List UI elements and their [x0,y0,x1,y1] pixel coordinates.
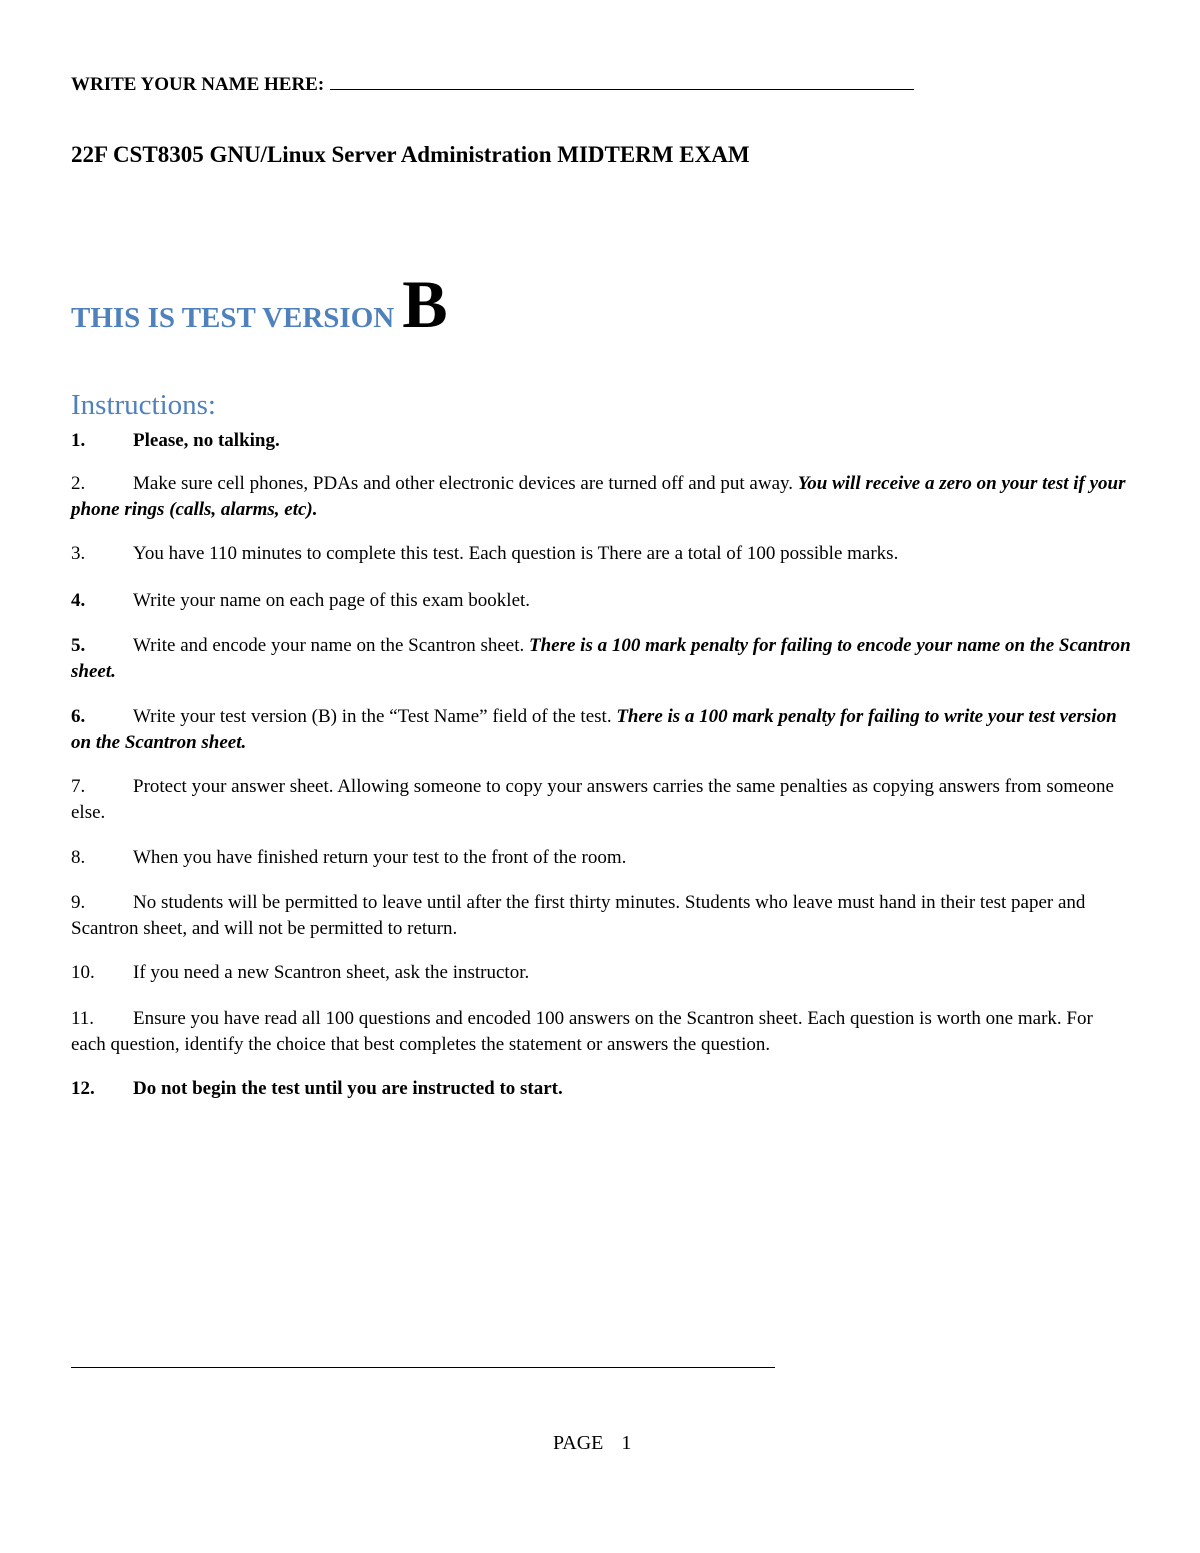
instruction-text: Make sure cell phones, PDAs and other electronic devices are turned off and put away. [133,473,798,494]
instruction-number: 7. [71,776,86,797]
instruction-number: 6. [71,706,86,727]
footer-divider [71,1367,775,1368]
page-number: 1 [621,1432,632,1454]
exam-title: 22F CST8305 GNU/Linux Server Administration MIDTERM EXAM [71,142,750,167]
instruction-item-9 [71,890,1131,941]
instruction-number: 9. [71,892,86,913]
instruction-text: Write your name on each page of this exam booklet. [133,590,531,611]
name-field-row [71,74,914,96]
instruction-item-2 [71,471,1131,522]
instruction-text: Protect your answer sheet. Allowing someone to copy your answers carries the same penalties as copying answers from someone else. [71,776,1114,823]
instruction-text: Do not begin the test until you are instructed to start. [133,1078,563,1099]
instruction-item-3 [71,541,1131,567]
instruction-text: Ensure you have read all 100 questions and encoded 100 answers on the Scantron sheet. Each question is worth one mark. For each question, identify the choice that best completes the statement or answers the question. [71,1008,1093,1055]
test-version-letter: B [402,266,448,342]
test-version-label: THIS IS TEST VERSION [71,302,395,334]
name-blank-line [330,75,914,90]
instruction-item-4 [71,588,1131,614]
instructions-heading: Instructions: [71,389,216,421]
instruction-emphasis: There is a 100 mark penalty for failing to write your test version on the Scantron sheet. [71,706,1117,753]
instruction-text: You have 110 minutes to complete this test. Each question is There are a total of 100 possible marks. [133,543,899,564]
instruction-text: If you need a new Scantron sheet, ask the instructor. [133,962,530,983]
instruction-number: 12. [71,1078,95,1099]
instruction-number: 3. [71,543,86,564]
name-label: WRITE YOUR NAME HERE: [71,74,325,95]
instruction-item-10 [71,960,1131,986]
instruction-emphasis: You will receive a zero on your test if your phone rings (calls, alarms, etc). [71,473,1126,520]
instruction-text: Please, no talking. [133,430,280,451]
instruction-number: 4. [71,590,86,611]
instruction-emphasis: There is a 100 mark penalty for failing to encode your name on the Scantron sheet. [71,635,1131,682]
instruction-item-12 [71,1076,1131,1102]
instruction-number: 2. [71,473,86,494]
page-footer [553,1432,631,1455]
instruction-number: 10. [71,962,95,983]
instruction-item-6 [71,704,1131,755]
page-label: PAGE [553,1432,604,1454]
instruction-item-7 [71,774,1131,825]
instruction-number: 1. [71,430,86,451]
instruction-number: 5. [71,635,86,656]
instruction-text: No students will be permitted to leave until after the first thirty minutes. Students who leave must hand in their test paper and Scantron sheet, and will not be permitted to return. [71,892,1086,939]
instruction-number: 11. [71,1008,95,1029]
test-version [71,266,448,342]
instruction-item-11 [71,1006,1131,1057]
instruction-text: Write and encode your name on the Scantron sheet. [133,635,529,656]
instruction-number: 8. [71,847,86,868]
instruction-text: When you have finished return your test to the front of the room. [133,847,627,868]
instruction-item-1 [71,428,1131,454]
instruction-item-5 [71,633,1131,684]
instruction-text: Write your test version (B) in the “Test Name” field of the test. [133,706,617,727]
instruction-item-8 [71,845,1131,871]
